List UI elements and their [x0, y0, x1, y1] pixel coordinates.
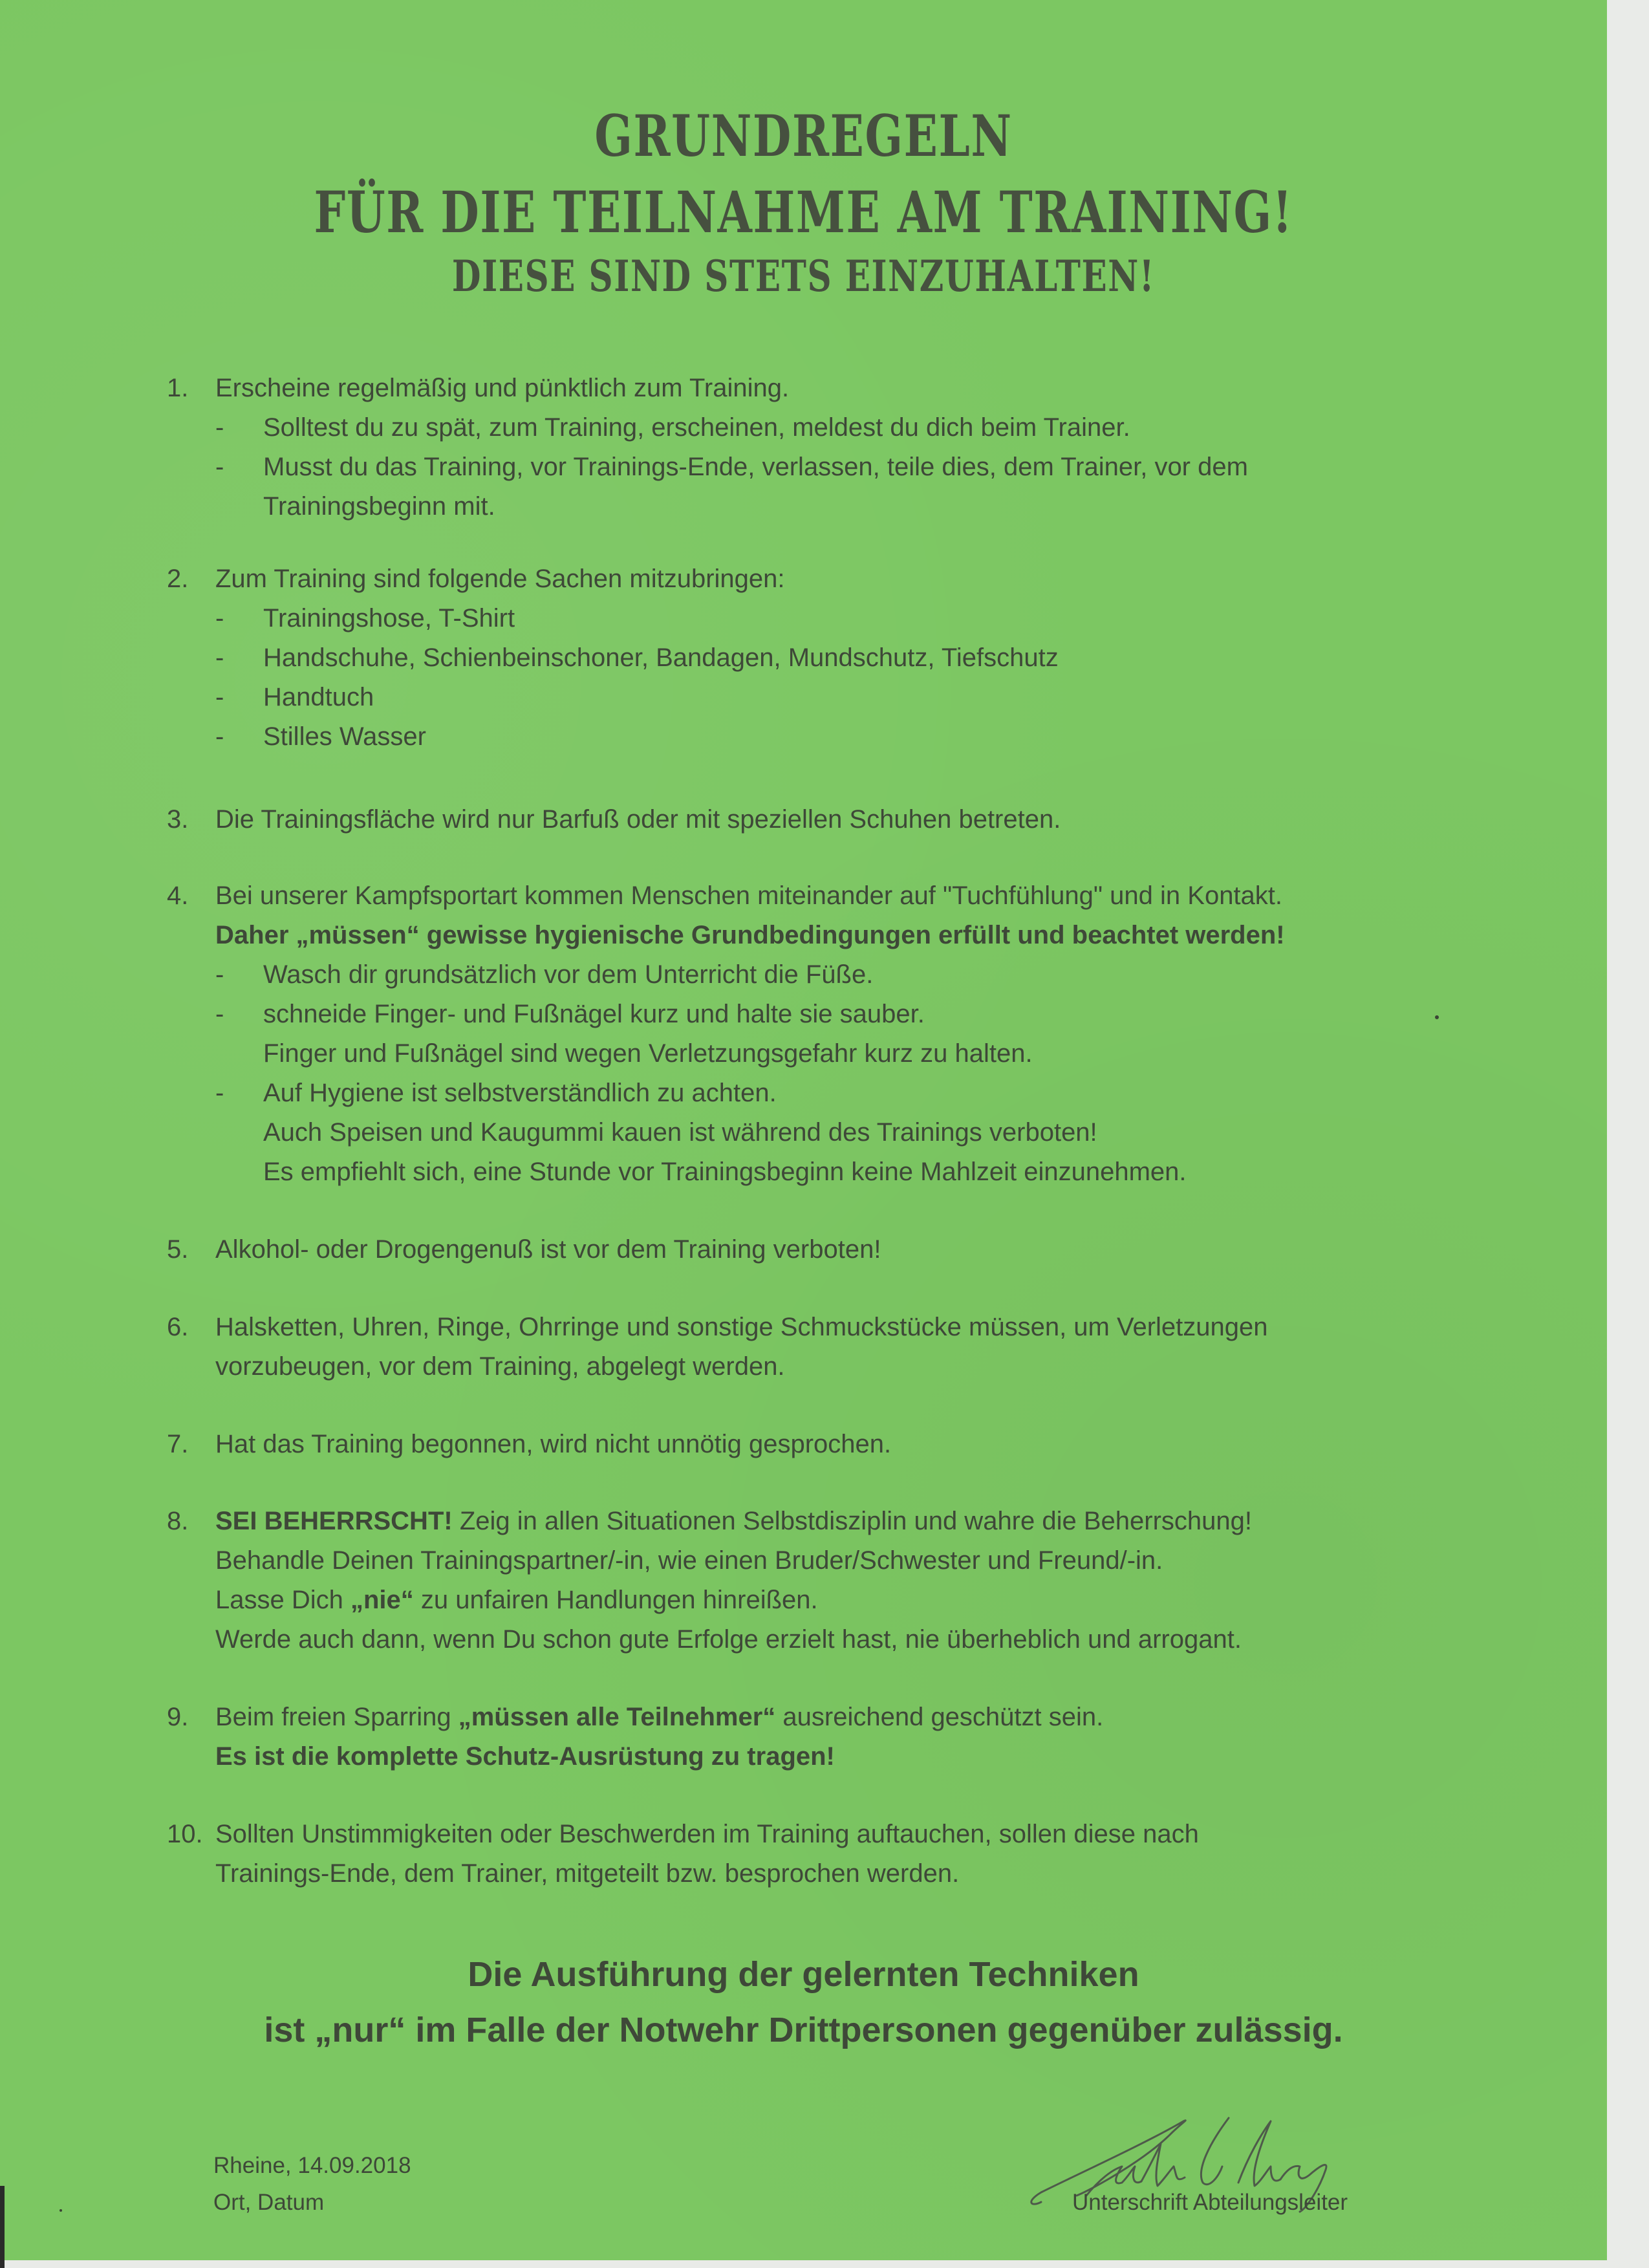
bullet-dash: - [215, 604, 224, 632]
bullet-text: Stilles Wasser [263, 722, 426, 751]
place-date-block [213, 2147, 411, 2221]
rule-number: 7. [167, 1430, 189, 1458]
rule-continuation [215, 1581, 818, 1620]
dust-speck [59, 2209, 62, 2212]
rule-number: 9. [167, 1703, 189, 1731]
bullet-text: Solltest du zu spät, zum Training, erscheinen, meldest du dich beim Trainer. [263, 413, 1130, 442]
bullet-continuation: Auch Speisen und Kaugummi kauen ist während des Trainings verboten! [263, 1118, 1097, 1147]
text-segment: Beim freien Sparring [215, 1703, 458, 1731]
rule-bold-line: Es ist die komplette Schutz-Ausrüstung zu tragen! [215, 1742, 835, 1771]
rule-continuation: Werde auch dann, wenn Du schon gute Erfolge erzielt hast, nie überheblich und arrogant. [215, 1625, 1242, 1654]
bullet-dash: - [215, 1000, 224, 1028]
signature-label: Unterschrift Abteilungsleiter [1072, 2190, 1348, 2215]
scan-edge [0, 2186, 5, 2268]
rule-number: 1. [167, 374, 189, 402]
rule-7 [167, 1425, 1525, 1464]
rule-bold-line: Daher „müssen“ gewisse hygienische Grundbedingungen erfüllt und beachtet werden! [215, 921, 1285, 949]
rule-number: 10. [167, 1820, 203, 1848]
rule-10 [167, 1815, 1525, 1894]
place-date-value: Rheine, 14.09.2018 [213, 2153, 411, 2178]
title-line-1: GRUNDREGELN [594, 102, 1013, 169]
rule-text-rest: Zeig in allen Situationen Selbstdisziplin und wahre die Beherrschung! [452, 1507, 1253, 1535]
rule-text: Sollten Unstimmigkeiten oder Beschwerden im Training auftauchen, sollen diese nach [215, 1820, 1199, 1848]
rule-bold-prefix: SEI BEHERRSCHT! [215, 1507, 453, 1535]
rule-number: 4. [167, 881, 189, 910]
closing-line-1: Die Ausführung der gelernten Techniken [468, 1955, 1139, 1994]
bullet-continuation: Es empfiehlt sich, eine Stunde vor Trainingsbeginn keine Mahlzeit einzunehmen. [263, 1158, 1187, 1186]
emphasis-teilnehmer: „müssen alle Teilnehmer“ [458, 1703, 776, 1731]
rule-5 [167, 1230, 1525, 1269]
bullet-text: Trainingshose, T-Shirt [263, 604, 515, 632]
bullet-text: schneide Finger- und Fußnägel kurz und halte sie sauber. [263, 1000, 925, 1028]
bullet-dash: - [215, 453, 224, 481]
rule-4 [167, 876, 1525, 1192]
rule-continuation: Behandle Deinen Trainingspartner/-in, wie einen Bruder/Schwester und Freund/-in. [215, 1546, 1163, 1575]
text-segment: zu unfairen Handlungen hinreißen. [413, 1586, 818, 1614]
bullet-dash: - [215, 683, 224, 711]
bullet-text: Handtuch [263, 683, 374, 711]
rule-continuation: vorzubeugen, vor dem Training, abgelegt werden. [215, 1352, 785, 1381]
rule-3 [167, 800, 1525, 839]
bullet-text: Handschuhe, Schienbeinschoner, Bandagen, Mundschutz, Tiefschutz [263, 643, 1059, 672]
rule-number: 2. [167, 565, 189, 593]
rule-8 [167, 1502, 1525, 1659]
place-date-label: Ort, Datum [213, 2190, 325, 2215]
rule-number: 5. [167, 1235, 189, 1264]
closing-line-2: ist „nur“ im Falle der Notwehr Drittpersonen gegenüber zulässig. [264, 2011, 1343, 2049]
bullet-continuation: Trainingsbeginn mit. [263, 492, 495, 521]
rule-text: Alkohol- oder Drogengenuß ist vor dem Training verboten! [215, 1235, 881, 1264]
rule-2 [167, 559, 1525, 757]
rule-number: 6. [167, 1313, 189, 1341]
bullet-dash: - [215, 960, 224, 989]
emphasis-nie: „nie“ [350, 1586, 414, 1614]
rule-text: Hat das Training begonnen, wird nicht unnötig gesprochen. [215, 1430, 892, 1458]
bullet-text: Musst du das Training, vor Trainings-Ende, verlassen, teile dies, dem Trainer, vor dem [263, 453, 1248, 481]
rule-1 [167, 369, 1525, 526]
text-segment: ausreichend geschützt sein. [775, 1703, 1104, 1731]
bullet-dash: - [215, 1079, 224, 1107]
rule-number: 3. [167, 805, 189, 834]
rule-text: Erscheine regelmäßig und pünktlich zum Training. [215, 374, 790, 402]
bullet-text: Wasch dir grundsätzlich vor dem Unterricht die Füße. [263, 960, 874, 989]
text-segment: Lasse Dich [215, 1586, 350, 1614]
bullet-dash: - [215, 643, 224, 672]
title-line-2: FÜR DIE TEILNAHME AM TRAINING! [314, 178, 1293, 246]
rule-text [215, 1502, 1252, 1541]
bullet-text: Auf Hygiene ist selbstverständlich zu achten. [263, 1079, 777, 1107]
rule-9 [167, 1698, 1525, 1777]
bullet-dash: - [215, 722, 224, 751]
rule-continuation: Trainings-Ende, dem Trainer, mitgeteilt bzw. besprochen werden. [215, 1859, 960, 1888]
title-line-3: DIESE SIND STETS EINZUHALTEN! [451, 251, 1156, 301]
rule-text: Zum Training sind folgende Sachen mitzubringen: [215, 565, 785, 593]
rule-text: Bei unserer Kampfsportart kommen Menschen miteinander auf "Tuchfühlung" und in Kontakt. [215, 881, 1283, 910]
rule-text: Die Trainingsfläche wird nur Barfuß oder mit speziellen Schuhen betreten. [215, 805, 1061, 834]
rule-number: 8. [167, 1507, 189, 1535]
rule-text: Halsketten, Uhren, Ringe, Ohrringe und sonstige Schmuckstücke müssen, um Verletzungen [215, 1313, 1268, 1341]
rule-6 [167, 1308, 1525, 1387]
rule-text [215, 1698, 1103, 1737]
bullet-dash: - [215, 413, 224, 442]
bullet-continuation: Finger und Fußnägel sind wegen Verletzungsgefahr kurz zu halten. [263, 1039, 1033, 1068]
